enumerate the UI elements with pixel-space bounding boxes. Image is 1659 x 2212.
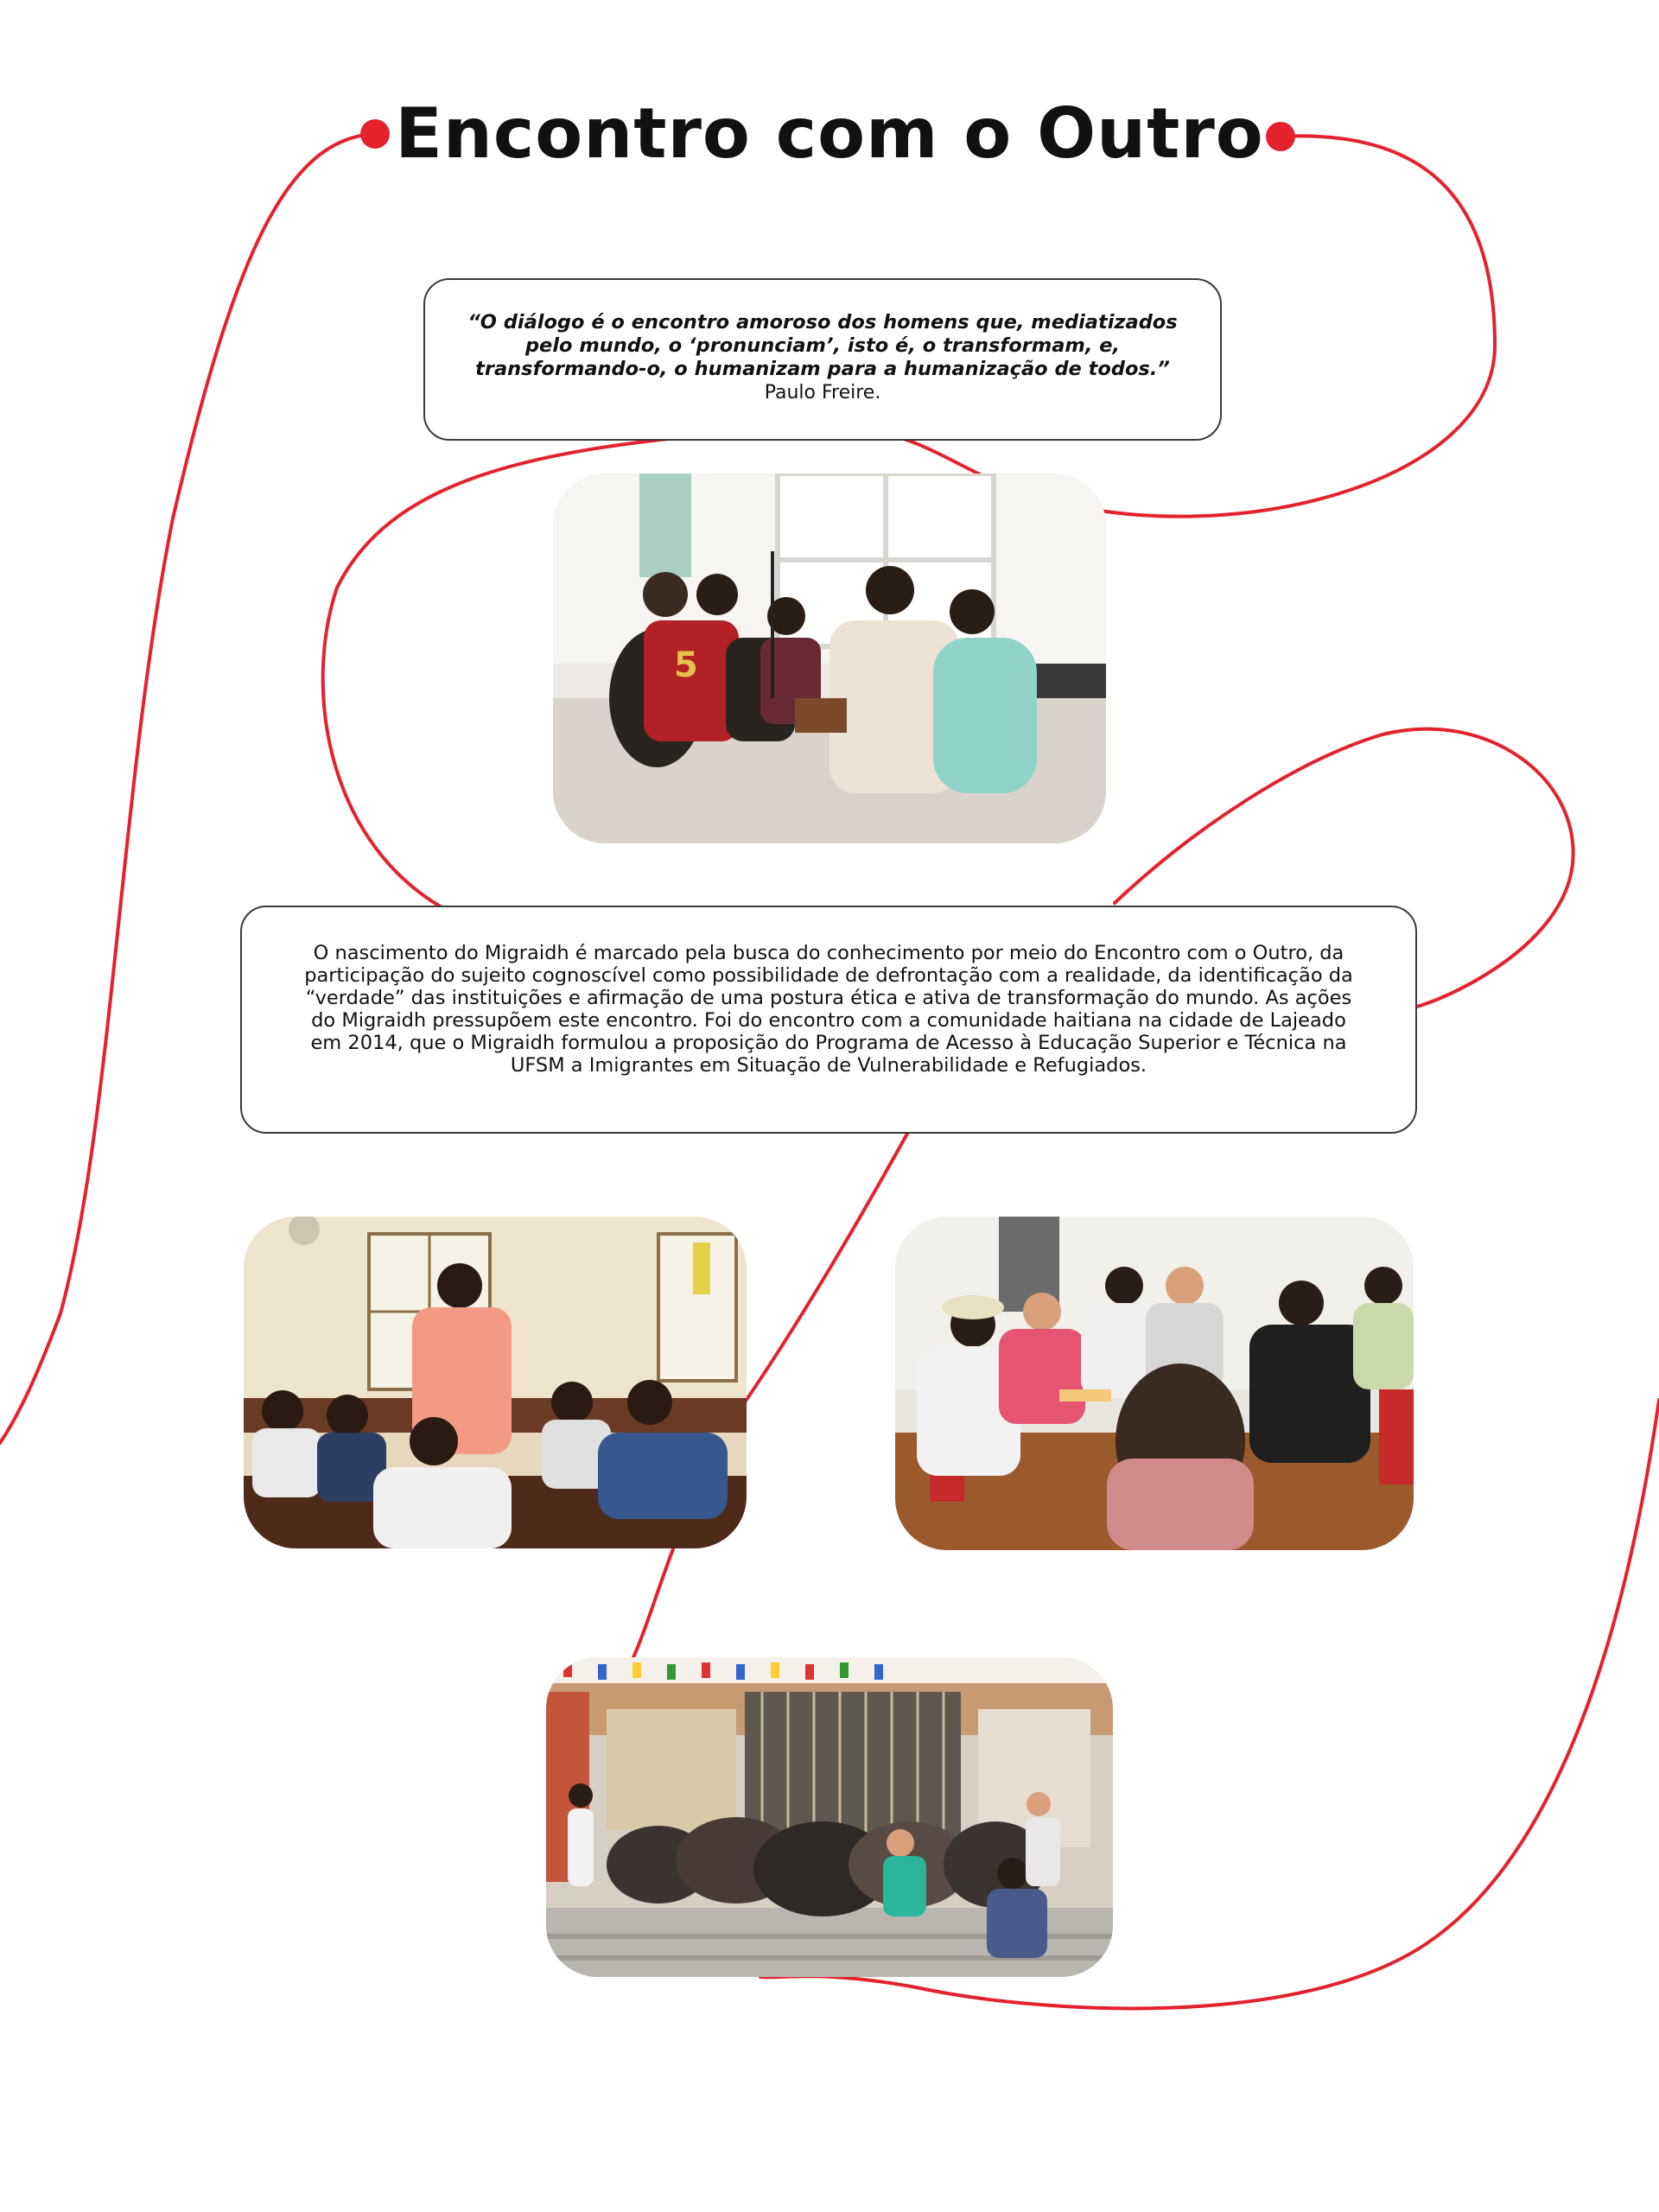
title-row bbox=[0, 86, 1659, 181]
page-title: Encontro com o Outro bbox=[395, 93, 1264, 174]
photo-group-seated-in-circle bbox=[895, 1217, 1414, 1550]
body-text-box bbox=[240, 906, 1417, 1134]
photo-group-seated-on-floor bbox=[553, 474, 1106, 843]
quote-box bbox=[423, 278, 1222, 441]
body-paragraph: O nascimento do Migraidh é marcado pela busca do conhecimento por meio do Encontro com o Outro, da participação do sujeito cognoscível como possibilidade de defrontação com a realidade, da identificação da “verdade” das instituições e afirmação de uma postura ética e ativa de transformação do mundo. As ações do Migraidh pressupõem este encontro. Foi do encontro com a comunidade haitiana na cidade de Lajeado em 2014, que o Migraidh formulou a proposição do Programa de Acesso à Educação Superior e Técnica na UFSM a Imigrantes em Situação de Vulnerabilidade e Refugiados. bbox=[304, 942, 1353, 1077]
quote-author: Paulo Freire. bbox=[764, 382, 881, 404]
photo-group-seated-on-steps bbox=[546, 1657, 1113, 1977]
photo-man-speaking-into-microphone bbox=[244, 1217, 747, 1548]
quote-text: “O diálogo é o encontro amoroso dos homens que, mediatizados pelo mundo, o ‘pronunciam’, isto é, o transformam, e, transformando-o, o humanizam para a humanização de todos.” bbox=[467, 311, 1178, 380]
svg-text:5: 5 bbox=[674, 645, 698, 685]
